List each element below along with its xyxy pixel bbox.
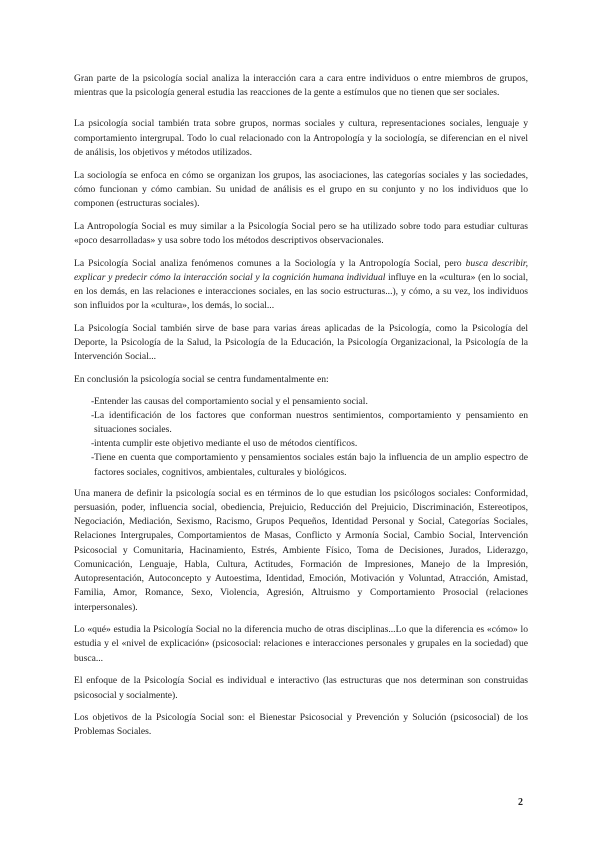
- list-item-text: La identificación de los factores que conforman nuestros sentimientos, comportamiento y pensamiento en situaciones sociales.: [94, 409, 528, 436]
- bullet-marker: -: [91, 438, 95, 450]
- list-item: [74, 395, 528, 409]
- bullet-marker: -: [91, 409, 95, 421]
- bullet-marker: -: [91, 395, 95, 407]
- paragraph: La sociología se enfoca en cómo se organizan los grupos, las asociaciones, las categorías sociales y las sociedades, cómo funcionan y cómo cambian. Su unidad de análisis es el grupo en su conjunto y no los individuos que lo componen (estructuras sociales).: [74, 169, 528, 209]
- paragraph: La Psicología Social también sirve de base para varias áreas aplicadas de la Psicología, como la Psicología del Deporte, la Psicología de la Salud, la Psicología de la Educación, la Psicología Organizacional, la Psicología de la Intervención Social...: [74, 322, 528, 363]
- bullet-marker: -: [91, 452, 95, 464]
- bullet-list: [74, 395, 528, 480]
- paragraph-text: influye en la «cultura» (en lo social, en los demás, en las relaciones e interacciones sociales, en las socio estructuras...), y cómo, a su vez, los individuos son influidos por la «cultura», los demás, lo social...: [74, 271, 528, 312]
- list-item: [74, 437, 528, 451]
- paragraph: En conclusión la psicología social se centra fundamentalmente en:: [74, 373, 329, 385]
- paragraph: La Antropología Social es muy similar a la Psicología Social pero se ha utilizado sobre todo para estudiar culturas «poco desarrolladas» y usa sobre todo los métodos descriptivos observacionales.: [74, 220, 528, 246]
- list-item-text: Tiene en cuenta que comportamiento y pensamientos sociales están bajo la influencia de un amplio espectro de factores sociales, cognitivos, ambientales, culturales y biológicos.: [94, 452, 528, 478]
- page-number: 2: [518, 797, 523, 808]
- list-item: [74, 409, 528, 437]
- paragraph-text: La Psicología Social analiza fenómenos comunes a la Sociología y la Antropología Social, pero: [74, 257, 466, 269]
- paragraph: Una manera de definir la psicología social es en términos de lo que estudian los psicólogos sociales: Conformidad, persuasión, poder, influencia social, obediencia, Prejuicio, Reducción del Prejuicio, Discriminación, Estereotipos, Negociación, Mediación, Sexismo, Racismo, Grupos Pequeños, Identidad Personal y Social, Categorías Sociales, Relaciones Intergrupales, Comportamientos de Masas, Conflicto y Armonía Social, Cambio Social, Intervención Psicosocial y Comunitaria, Hacinamiento, Estrés, Ambiente Físico, Toma de Decisiones, Jurados, Liderazgo, Comunicación, Lenguaje, Habla, Cultura, Actitudes, Formación de Impresiones, Manejo de la Impresión, Autopresentación, Autoconcepto y Autoestima, Identidad, Emoción, Motivación y Voluntad, Atracción, Amistad, Familia, Amor, Romance, Sexo, Violencia, Agresión, Altruismo y Comportamiento Prosocial (relaciones interpersonales).: [74, 487, 528, 613]
- paragraph-mixed: [74, 257, 528, 314]
- paragraph: La psicología social también trata sobre grupos, normas sociales y cultura, representaciones sociales, lenguaje y comportamiento intergrupal. Todo lo cual relacionado con la Antropología y la sociología, se diferencian en el nivel de análisis, los objetivos y métodos utilizados.: [74, 118, 528, 158]
- page-body: [74, 72, 528, 748]
- list-item-text: Entender las causas del comportamiento social y el pensamiento social.: [94, 395, 368, 407]
- list-item: [74, 451, 528, 479]
- paragraph: El enfoque de la Psicología Social es individual e interactivo (las estructuras que nos determinan son construidas psicosocial y socialmente).: [74, 675, 528, 701]
- list-item-text: intenta cumplir este objetivo mediante el uso de métodos científicos.: [94, 438, 358, 450]
- emphasized-text: busca describir, explicar y predecir cómo la interacción social y la cognición humana individual: [74, 257, 528, 283]
- paragraph: Lo «qué» estudia la Psicología Social no la diferencia mucho de otras disciplinas...Lo que la diferencia es «cómo» lo estudia y el «nivel de explicación» (psicosocial: relaciones e interacciones personales y grupales en la sociedad) que busca...: [74, 624, 528, 664]
- paragraph: Los objetivos de la Psicología Social son: el Bienestar Psicosocial y Prevención y Solución (psicosocial) de los Problemas Sociales.: [74, 712, 528, 738]
- paragraph: Gran parte de la psicología social analiza la interacción cara a cara entre individuos o entre miembros de grupos, mientras que la psicología general estudia las reacciones de la gente a estímulos que no tienen que ser sociales.: [74, 73, 528, 99]
